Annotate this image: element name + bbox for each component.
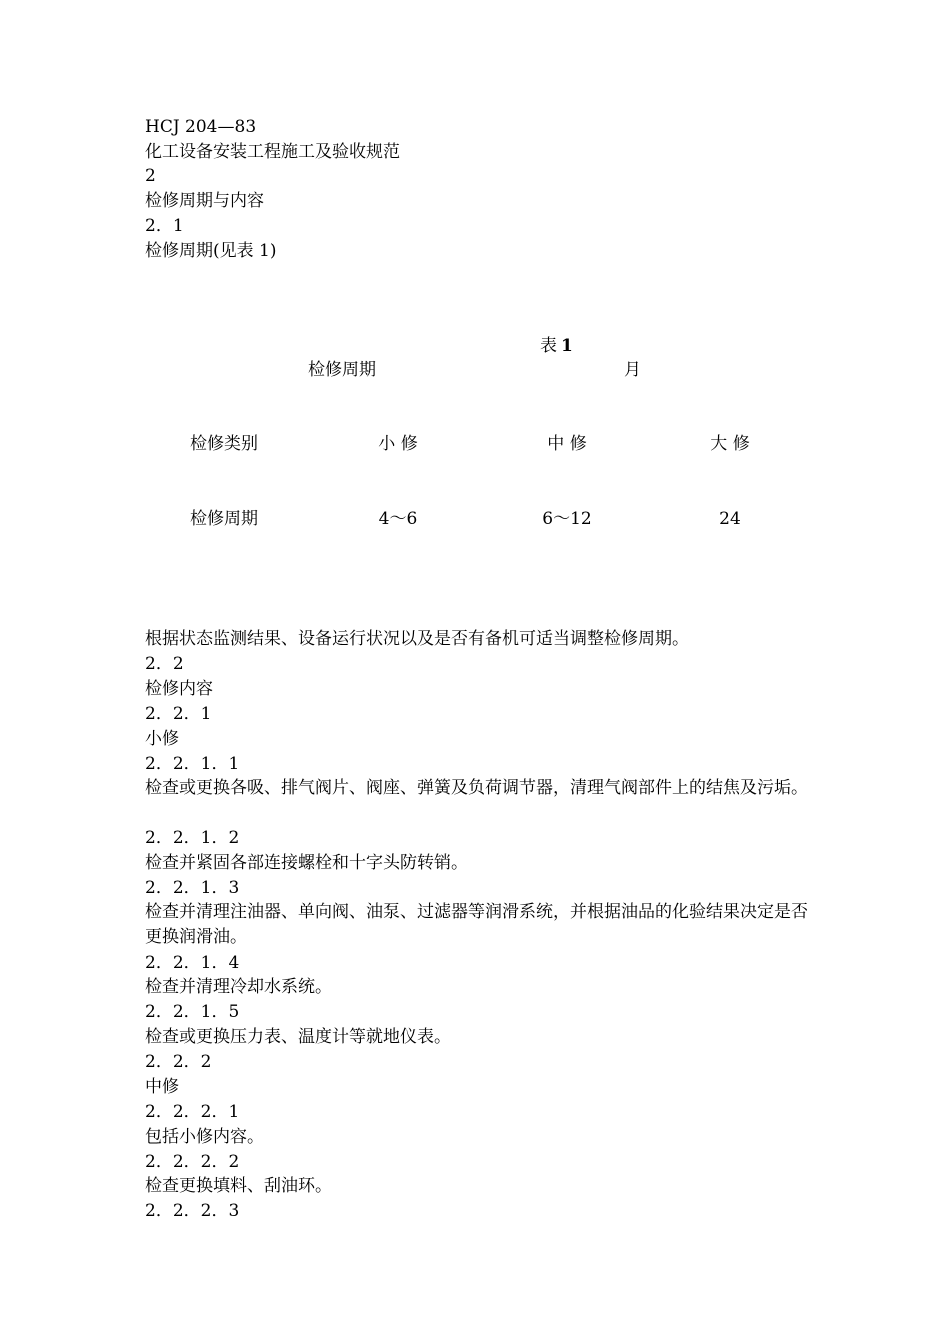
section-2-2-title: 检修内容 — [145, 679, 213, 699]
section-2-2-1-title: 小修 — [145, 729, 179, 749]
clause-2-2-1-2-text: 检查并紧固各部连接螺栓和十字头防转销。 — [145, 853, 468, 873]
row-cell-label: 检修周期 — [190, 509, 258, 529]
header-cell-minor: 小 修 — [378, 434, 418, 454]
table-caption-prefix: 表 — [540, 336, 557, 356]
header-cell-label: 检修类别 — [190, 434, 258, 454]
clause-2-2-1-4-text: 检查并清理冷却水系统。 — [145, 977, 332, 997]
section-2-2-1-number: 2．2．1 — [145, 704, 212, 724]
clause-2-2-1-5-number: 2．2．1．5 — [145, 1002, 240, 1022]
section-2-title: 检修周期与内容 — [145, 191, 264, 211]
clause-2-2-1-3-text: 检查并清理注油器、单向阀、油泵、过滤器等润滑系统，并根据油品的化验结果决定是否更换润滑油。 — [145, 902, 808, 947]
row-cell-major: 24 — [719, 509, 741, 529]
clause-2-2-2-1-text: 包括小修内容。 — [145, 1127, 264, 1147]
standard-title: 化工设备安装工程施工及验收规范 — [145, 142, 400, 162]
clause-2-2-2-2-text: 检查更换填料、刮油环。 — [145, 1176, 332, 1196]
row-cell-minor: 4～6 — [378, 509, 418, 529]
section-2-2-2-number: 2．2．2 — [145, 1052, 212, 1072]
clause-2-2-1-5-text: 检查或更换压力表、温度计等就地仪表。 — [145, 1027, 451, 1047]
section-2-1-title: 检修周期(见表 1) — [145, 241, 277, 261]
clause-2-2-1-4-number: 2．2．1．4 — [145, 953, 240, 973]
note-text: 根据状态监测结果、设备运行状况以及是否有备机可适当调整检修周期。 — [145, 629, 689, 649]
header-cell-medium: 中 修 — [547, 434, 587, 454]
header-cell-major: 大 修 — [710, 434, 750, 454]
section-2-number: 2 — [145, 166, 156, 186]
clause-2-2-1-1-number: 2．2．1．1 — [145, 754, 240, 774]
standard-code: HCJ 204—83 — [145, 117, 257, 137]
clause-2-2-1-2-number: 2．2．1．2 — [145, 828, 240, 848]
section-2-2-number: 2．2 — [145, 654, 184, 674]
section-2-2-2-title: 中修 — [145, 1077, 179, 1097]
clause-2-2-2-3-number: 2．2．2．3 — [145, 1201, 240, 1221]
table-caption — [540, 334, 573, 358]
clause-2-2-2-1-number: 2．2．2．1 — [145, 1102, 240, 1122]
clause-2-2-2-2-number: 2．2．2．2 — [145, 1152, 240, 1172]
clause-2-2-1-1-text: 检查或更换各吸、排气阀片、阀座、弹簧及负荷调节器，清理气阀部件上的结焦及污垢。 — [145, 778, 808, 798]
table-caption-number: 1 — [561, 336, 573, 356]
clause-2-2-1-3-number: 2．2．1．3 — [145, 878, 240, 898]
table-subtitle: 检修周期 — [308, 360, 376, 380]
table-unit: 月 — [624, 360, 641, 380]
section-2-1-number: 2．1 — [145, 216, 184, 236]
row-cell-medium: 6～12 — [542, 509, 592, 529]
